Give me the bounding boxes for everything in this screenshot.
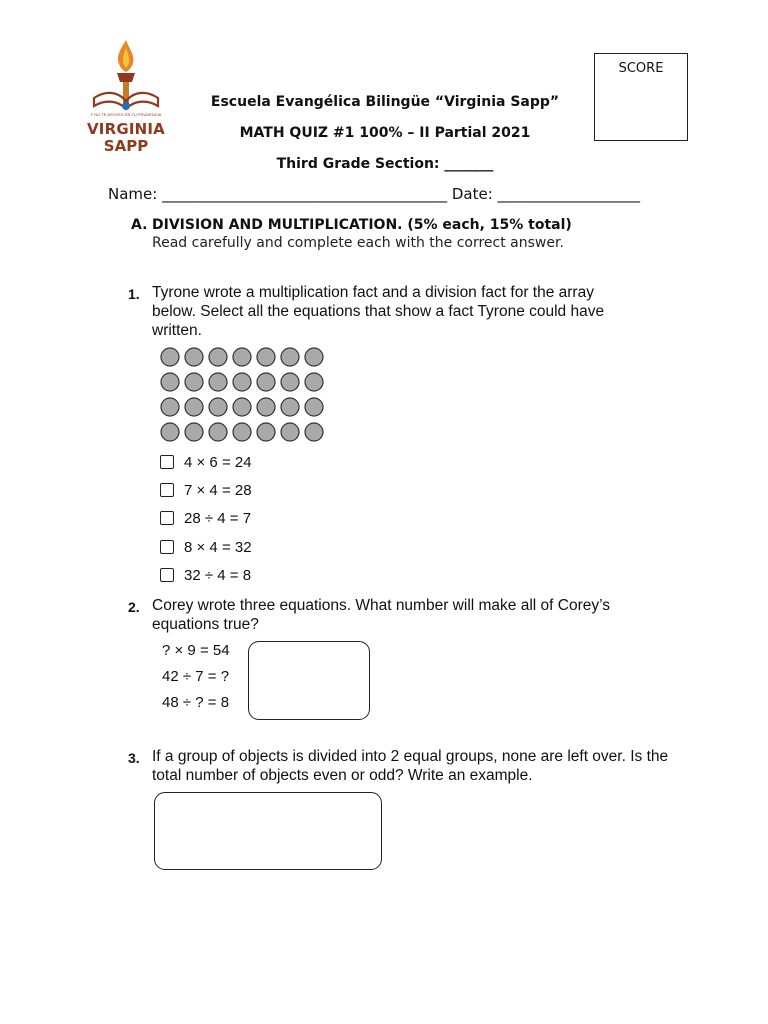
section-title: DIVISION AND MULTIPLICATION. (5% each, 15% total) [152, 217, 572, 233]
grade-section: Third Grade Section: _______ [276, 156, 494, 172]
dot-array [160, 346, 330, 446]
section-instructions: Read carefully and complete each with the correct answer. [152, 235, 564, 251]
answer-box-q3[interactable] [154, 792, 382, 870]
answer-box-q2[interactable] [248, 641, 370, 720]
array-dot [305, 423, 323, 441]
question-number: 3. [128, 750, 140, 766]
option-3[interactable] [160, 508, 251, 528]
question-line: Corey wrote three equations. What number will make all of Corey’s [152, 597, 611, 614]
question-line: total number of objects even or odd? Write an example. [152, 767, 533, 784]
school-logo [86, 38, 166, 158]
array-dot [233, 398, 251, 416]
checkbox[interactable] [160, 511, 174, 525]
question-2-text [152, 596, 610, 634]
array-dot [233, 348, 251, 366]
name-field[interactable]: Name: ______________________________________ [108, 185, 448, 203]
question-number: 2. [128, 599, 140, 615]
array-dot [305, 373, 323, 391]
array-dot [305, 398, 323, 416]
array-dot [281, 373, 299, 391]
array-dot [281, 348, 299, 366]
option-label: 8 × 4 = 32 [184, 538, 252, 556]
array-dot [185, 348, 203, 366]
option-2[interactable] [160, 480, 252, 500]
array-dot [209, 398, 227, 416]
array-dot [233, 423, 251, 441]
array-dot [161, 348, 179, 366]
array-dot [209, 348, 227, 366]
array-dot [257, 423, 275, 441]
school-name: Escuela Evangélica Bilingüe “Virginia Sapp” [210, 94, 560, 110]
question-3-text [152, 747, 668, 785]
section-letter: A. [131, 217, 148, 233]
array-dot [233, 373, 251, 391]
array-dot [281, 398, 299, 416]
option-label: 7 × 4 = 28 [184, 481, 252, 499]
question-line: If a group of objects is divided into 2 equal groups, none are left over. Is the [152, 748, 669, 765]
array-dot [185, 373, 203, 391]
array-dot [161, 423, 179, 441]
option-label: 4 × 6 = 24 [184, 453, 252, 471]
score-box[interactable] [594, 53, 688, 141]
array-dot [185, 423, 203, 441]
array-dot [257, 398, 275, 416]
quiz-title: MATH QUIZ #1 100% – II Partial 2021 [239, 125, 531, 141]
question-number: 1. [128, 286, 140, 302]
date-field[interactable]: Date: ___________________ [451, 185, 641, 203]
question-line: below. Select all the equations that show a fact Tyrone could have [152, 303, 605, 320]
checkbox[interactable] [160, 455, 174, 469]
array-dot [161, 398, 179, 416]
checkbox[interactable] [160, 568, 174, 582]
dot-array-graphic [160, 346, 330, 446]
array-dot [209, 423, 227, 441]
option-label: 28 ÷ 4 = 7 [184, 509, 252, 527]
checkbox[interactable] [160, 483, 174, 497]
question-line: equations true? [152, 616, 259, 633]
question-line: Tyrone wrote a multiplication fact and a division fact for the array [152, 284, 594, 301]
checkbox[interactable] [160, 540, 174, 554]
logo-name-line1: VIRGINIA [87, 120, 165, 138]
array-dot [305, 348, 323, 366]
equation: 42 ÷ 7 = ? [162, 668, 230, 685]
array-dot [257, 373, 275, 391]
option-5[interactable] [160, 565, 251, 585]
array-dot [281, 423, 299, 441]
array-dot [185, 398, 203, 416]
equation: 48 ÷ ? = 8 [162, 694, 230, 711]
option-1[interactable] [160, 452, 252, 472]
array-dot [161, 373, 179, 391]
question-line: written. [152, 322, 202, 339]
logo-name-line2: SAPP [103, 137, 149, 155]
array-dot [209, 373, 227, 391]
option-4[interactable] [160, 537, 252, 557]
array-dot [257, 348, 275, 366]
question-1-text [152, 283, 604, 340]
name-date-row [108, 185, 640, 203]
score-label: SCORE [618, 61, 664, 76]
torch-book-emblem-icon [86, 38, 166, 118]
equation: ? × 9 = 54 [162, 642, 230, 659]
option-label: 32 ÷ 4 = 8 [184, 566, 252, 584]
logo-motto: Y NO TE APOYES EN TU PRUDENCIA [90, 112, 162, 117]
